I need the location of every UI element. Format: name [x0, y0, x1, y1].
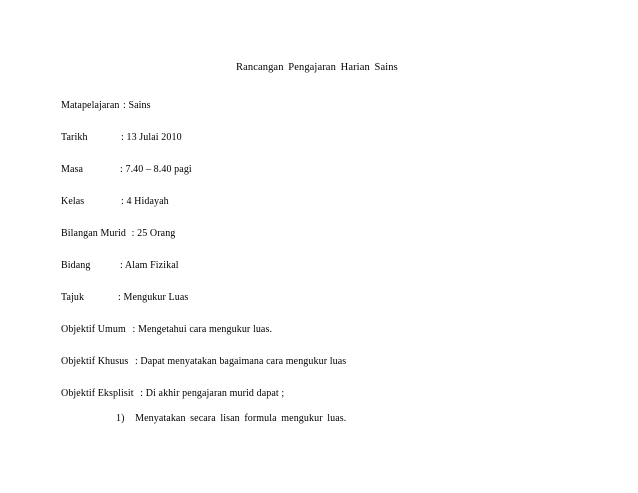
field-value: : 7.40 – 8.40 pagi [120, 164, 192, 175]
field-label: Matapelajaran [61, 100, 120, 111]
list-item-text: Menyatakan secara lisan formula mengukur luas. [135, 413, 347, 424]
field-label: Kelas [61, 196, 85, 207]
field-label: Bidang [61, 260, 91, 271]
list-item [116, 413, 346, 424]
field-label: Tajuk [61, 292, 85, 303]
field-objektif-khusus [61, 355, 346, 369]
field-objektif-umum [61, 323, 272, 337]
field-value: : Mengetahui cara mengukur luas. [132, 324, 273, 335]
field-label: Objektif Umum [61, 324, 126, 335]
field-label: Masa [61, 164, 84, 175]
field-bilangan-murid [61, 227, 175, 241]
field-label: Objektif Eksplisit [61, 388, 134, 399]
field-label: Bilangan Murid [61, 228, 127, 239]
field-value: : Mengukur Luas [118, 292, 189, 303]
field-label: Tarikh [61, 132, 88, 143]
field-value: : 4 Hidayah [121, 196, 169, 207]
field-value: : Sains [123, 100, 151, 111]
list-item-number: 1) [116, 413, 125, 424]
field-value: : Di akhir pengajaran murid dapat ; [140, 388, 285, 399]
field-objektif-eksplisit [61, 387, 284, 401]
field-value: : 13 Julai 2010 [121, 132, 182, 143]
document-title: Rancangan Pengajaran Harian Sains [236, 62, 398, 73]
field-label: Objektif Khusus [61, 356, 129, 367]
field-value: : 25 Orang [131, 228, 176, 239]
field-value: : Dapat menyatakan bagaimana cara mengukur luas [134, 356, 347, 367]
field-value: : Alam Fizikal [120, 260, 179, 271]
